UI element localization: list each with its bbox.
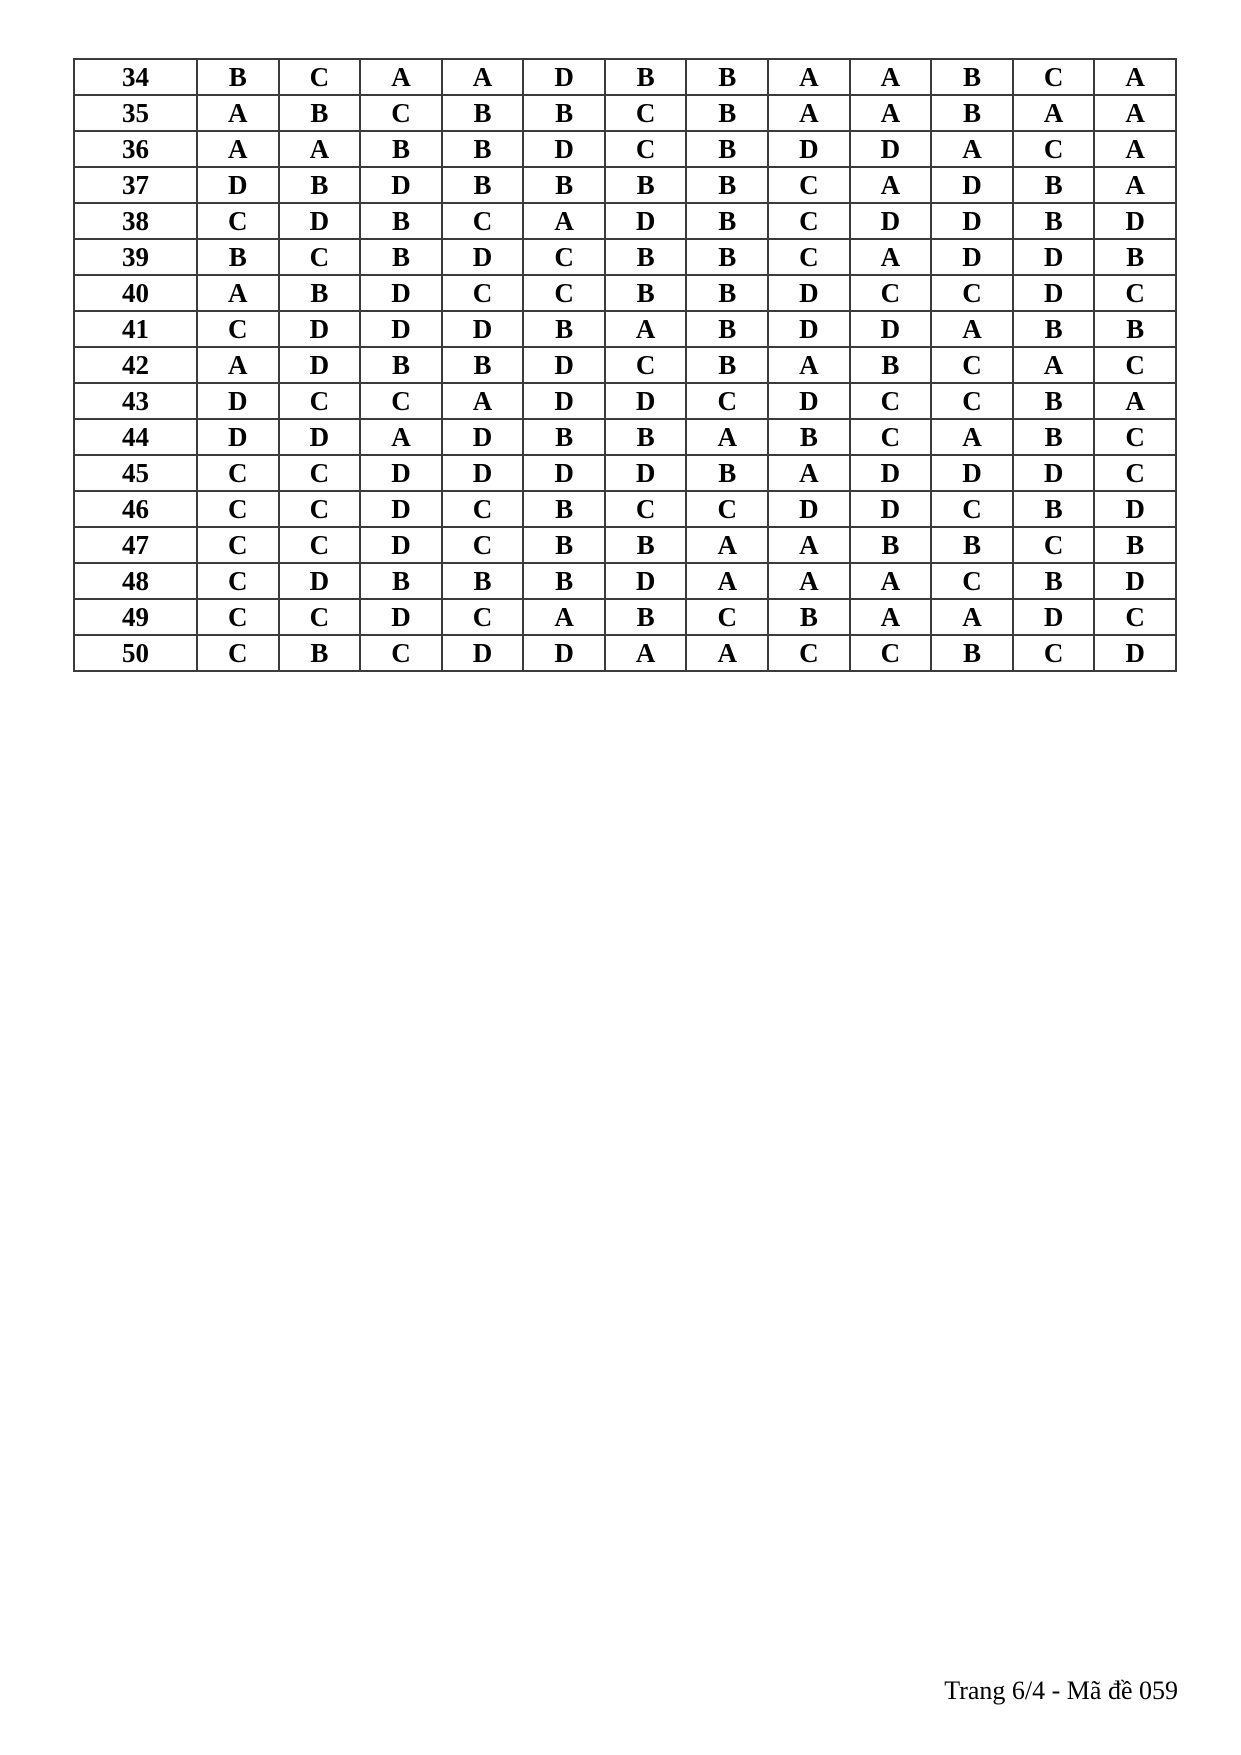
answer-cell: A (850, 239, 932, 275)
answer-cell: A (1094, 131, 1176, 167)
answer-cell: B (523, 311, 605, 347)
question-number: 43 (74, 383, 197, 419)
answer-cell: B (605, 527, 687, 563)
answer-cell: A (1094, 95, 1176, 131)
answer-cell: B (686, 239, 768, 275)
answer-cell: D (279, 419, 361, 455)
answer-cell: B (850, 527, 932, 563)
answer-cell: D (279, 311, 361, 347)
answer-cell: B (768, 419, 850, 455)
answer-cell: A (279, 131, 361, 167)
answer-cell: D (850, 491, 932, 527)
answer-cell: D (605, 563, 687, 599)
answer-cell: C (1013, 527, 1095, 563)
answer-cell: A (523, 599, 605, 635)
answer-cell: C (686, 383, 768, 419)
answer-cell: A (1013, 347, 1095, 383)
answer-cell: C (768, 203, 850, 239)
answer-cell: A (686, 563, 768, 599)
answer-key-table (73, 58, 1177, 672)
answer-cell: A (197, 347, 279, 383)
answer-cell: A (931, 311, 1013, 347)
answer-cell: C (605, 95, 687, 131)
answer-cell: B (279, 95, 361, 131)
answer-cell: D (442, 419, 524, 455)
answer-cell: C (197, 599, 279, 635)
answer-cell: C (768, 239, 850, 275)
answer-cell: D (523, 635, 605, 671)
answer-cell: D (1013, 239, 1095, 275)
answer-cell: D (360, 311, 442, 347)
answer-cell: C (931, 491, 1013, 527)
answer-cell: A (1094, 167, 1176, 203)
answer-cell: D (768, 131, 850, 167)
table-row (74, 635, 1176, 671)
question-number: 42 (74, 347, 197, 383)
answer-cell: A (850, 563, 932, 599)
answer-table-body (74, 59, 1176, 671)
answer-cell: D (1013, 599, 1095, 635)
answer-cell: D (360, 599, 442, 635)
answer-cell: D (850, 203, 932, 239)
table-row (74, 311, 1176, 347)
answer-cell: B (686, 347, 768, 383)
table-row (74, 455, 1176, 491)
answer-cell: A (686, 527, 768, 563)
answer-cell: B (442, 347, 524, 383)
answer-cell: D (442, 239, 524, 275)
answer-cell: D (442, 455, 524, 491)
answer-cell: D (1094, 635, 1176, 671)
answer-cell: D (931, 239, 1013, 275)
answer-cell: C (605, 347, 687, 383)
answer-cell: A (931, 599, 1013, 635)
answer-cell: C (442, 203, 524, 239)
answer-cell: C (442, 599, 524, 635)
answer-cell: D (279, 347, 361, 383)
answer-cell: B (686, 59, 768, 95)
answer-cell: A (605, 311, 687, 347)
answer-cell: C (1094, 347, 1176, 383)
question-number: 41 (74, 311, 197, 347)
answer-cell: D (197, 383, 279, 419)
answer-cell: B (360, 239, 442, 275)
answer-cell: C (197, 491, 279, 527)
answer-cell: D (768, 383, 850, 419)
answer-cell: C (279, 491, 361, 527)
answer-cell: D (1013, 275, 1095, 311)
answer-cell: C (1094, 419, 1176, 455)
answer-cell: B (605, 419, 687, 455)
answer-cell: B (279, 635, 361, 671)
answer-cell: A (442, 383, 524, 419)
answer-cell: C (442, 527, 524, 563)
answer-cell: C (197, 563, 279, 599)
answer-cell: D (931, 203, 1013, 239)
answer-cell: A (850, 599, 932, 635)
answer-cell: C (197, 311, 279, 347)
answer-cell: C (931, 563, 1013, 599)
table-row (74, 563, 1176, 599)
answer-cell: A (605, 635, 687, 671)
answer-cell: D (1094, 563, 1176, 599)
answer-cell: A (197, 95, 279, 131)
answer-cell: B (1013, 491, 1095, 527)
answer-cell: B (1094, 527, 1176, 563)
answer-cell: C (1013, 59, 1095, 95)
question-number: 45 (74, 455, 197, 491)
answer-cell: C (931, 383, 1013, 419)
answer-cell: B (523, 563, 605, 599)
answer-cell: D (523, 383, 605, 419)
answer-cell: D (442, 311, 524, 347)
answer-cell: C (197, 203, 279, 239)
answer-cell: D (1094, 203, 1176, 239)
answer-cell: C (279, 599, 361, 635)
answer-cell: C (197, 455, 279, 491)
answer-cell: C (850, 275, 932, 311)
answer-cell: B (1013, 419, 1095, 455)
answer-cell: A (1094, 59, 1176, 95)
answer-cell: C (931, 275, 1013, 311)
page-footer: Trang 6/4 - Mã đề 059 (944, 1676, 1178, 1705)
answer-cell: A (768, 95, 850, 131)
answer-cell: D (360, 455, 442, 491)
answer-cell: D (360, 491, 442, 527)
answer-cell: C (605, 131, 687, 167)
answer-cell: C (1094, 275, 1176, 311)
question-number: 50 (74, 635, 197, 671)
answer-cell: A (850, 95, 932, 131)
answer-cell: C (523, 239, 605, 275)
answer-cell: D (850, 311, 932, 347)
answer-cell: B (931, 59, 1013, 95)
answer-cell: A (197, 131, 279, 167)
answer-cell: B (686, 311, 768, 347)
answer-cell: B (1013, 383, 1095, 419)
question-number: 35 (74, 95, 197, 131)
answer-cell: B (197, 239, 279, 275)
answer-cell: B (523, 419, 605, 455)
answer-cell: A (360, 59, 442, 95)
answer-cell: C (850, 383, 932, 419)
table-row (74, 599, 1176, 635)
answer-cell: B (1094, 239, 1176, 275)
answer-cell: B (442, 131, 524, 167)
answer-cell: B (360, 203, 442, 239)
table-row (74, 383, 1176, 419)
answer-cell: C (197, 527, 279, 563)
answer-cell: A (850, 167, 932, 203)
table-row (74, 203, 1176, 239)
answer-cell: B (360, 347, 442, 383)
answer-cell: D (1013, 455, 1095, 491)
answer-cell: C (686, 491, 768, 527)
table-row (74, 275, 1176, 311)
answer-cell: B (686, 455, 768, 491)
table-row (74, 239, 1176, 275)
answer-cell: D (523, 131, 605, 167)
answer-cell: A (442, 59, 524, 95)
table-row (74, 419, 1176, 455)
answer-cell: C (279, 59, 361, 95)
question-number: 40 (74, 275, 197, 311)
answer-cell: B (523, 167, 605, 203)
question-number: 36 (74, 131, 197, 167)
answer-cell: A (686, 419, 768, 455)
answer-cell: B (1013, 167, 1095, 203)
answer-cell: B (360, 131, 442, 167)
answer-cell: C (442, 275, 524, 311)
answer-cell: B (360, 563, 442, 599)
answer-cell: C (605, 491, 687, 527)
answer-cell: B (523, 491, 605, 527)
answer-cell: C (686, 599, 768, 635)
table-row (74, 167, 1176, 203)
answer-cell: C (279, 239, 361, 275)
answer-cell: D (850, 455, 932, 491)
answer-cell: B (1013, 563, 1095, 599)
answer-cell: B (931, 527, 1013, 563)
answer-cell: B (931, 95, 1013, 131)
answer-cell: D (768, 491, 850, 527)
answer-cell: D (523, 59, 605, 95)
answer-cell: B (442, 167, 524, 203)
table-row (74, 347, 1176, 383)
answer-cell: A (1094, 383, 1176, 419)
answer-cell: C (523, 275, 605, 311)
answer-cell: D (523, 347, 605, 383)
answer-cell: C (1094, 455, 1176, 491)
answer-cell: A (197, 275, 279, 311)
answer-cell: C (360, 635, 442, 671)
answer-cell: C (279, 455, 361, 491)
answer-cell: A (931, 131, 1013, 167)
answer-cell: C (850, 419, 932, 455)
answer-cell: D (279, 203, 361, 239)
question-number: 39 (74, 239, 197, 275)
table-row (74, 95, 1176, 131)
answer-cell: B (279, 275, 361, 311)
question-number: 46 (74, 491, 197, 527)
answer-cell: D (197, 419, 279, 455)
answer-cell: D (360, 275, 442, 311)
answer-cell: B (768, 599, 850, 635)
answer-cell: A (360, 419, 442, 455)
answer-cell: B (523, 527, 605, 563)
table-row (74, 491, 1176, 527)
answer-cell: B (686, 95, 768, 131)
answer-cell: B (442, 95, 524, 131)
answer-cell: D (768, 311, 850, 347)
answer-cell: B (1013, 203, 1095, 239)
answer-cell: C (360, 383, 442, 419)
answer-cell: A (931, 419, 1013, 455)
answer-cell: B (279, 167, 361, 203)
question-number: 37 (74, 167, 197, 203)
answer-cell: B (605, 275, 687, 311)
answer-cell: C (360, 95, 442, 131)
answer-cell: D (197, 167, 279, 203)
answer-cell: C (1013, 635, 1095, 671)
answer-cell: D (279, 563, 361, 599)
answer-cell: C (197, 635, 279, 671)
answer-cell: B (686, 275, 768, 311)
answer-cell: D (931, 167, 1013, 203)
question-number: 48 (74, 563, 197, 599)
table-row (74, 527, 1176, 563)
answer-cell: A (686, 635, 768, 671)
answer-cell: D (442, 635, 524, 671)
answer-cell: B (686, 203, 768, 239)
question-number: 49 (74, 599, 197, 635)
answer-cell: C (279, 383, 361, 419)
answer-cell: B (931, 635, 1013, 671)
answer-cell: B (605, 59, 687, 95)
answer-cell: D (360, 167, 442, 203)
question-number: 38 (74, 203, 197, 239)
table-row (74, 131, 1176, 167)
answer-cell: B (605, 599, 687, 635)
answer-cell: C (768, 635, 850, 671)
answer-cell: B (850, 347, 932, 383)
question-number: 34 (74, 59, 197, 95)
answer-cell: B (197, 59, 279, 95)
answer-cell: C (1013, 131, 1095, 167)
answer-cell: A (1013, 95, 1095, 131)
answer-cell: B (1013, 311, 1095, 347)
answer-cell: C (442, 491, 524, 527)
question-number: 47 (74, 527, 197, 563)
answer-cell: B (605, 167, 687, 203)
answer-cell: D (850, 131, 932, 167)
answer-cell: A (768, 59, 850, 95)
table-row (74, 59, 1176, 95)
answer-cell: B (605, 239, 687, 275)
answer-cell: C (1094, 599, 1176, 635)
answer-cell: D (768, 275, 850, 311)
answer-cell: D (605, 203, 687, 239)
answer-cell: B (523, 95, 605, 131)
question-number: 44 (74, 419, 197, 455)
answer-cell: B (686, 167, 768, 203)
answer-cell: D (523, 455, 605, 491)
answer-cell: A (768, 455, 850, 491)
answer-cell: A (768, 563, 850, 599)
answer-cell: A (850, 59, 932, 95)
answer-cell: B (686, 131, 768, 167)
answer-cell: A (523, 203, 605, 239)
answer-cell: D (931, 455, 1013, 491)
answer-cell: D (1094, 491, 1176, 527)
answer-cell: C (279, 527, 361, 563)
answer-cell: A (768, 347, 850, 383)
answer-cell: B (1094, 311, 1176, 347)
answer-cell: A (768, 527, 850, 563)
answer-cell: C (850, 635, 932, 671)
answer-cell: D (605, 383, 687, 419)
answer-cell: C (768, 167, 850, 203)
answer-cell: D (360, 527, 442, 563)
answer-cell: D (605, 455, 687, 491)
answer-cell: C (931, 347, 1013, 383)
answer-cell: B (442, 563, 524, 599)
